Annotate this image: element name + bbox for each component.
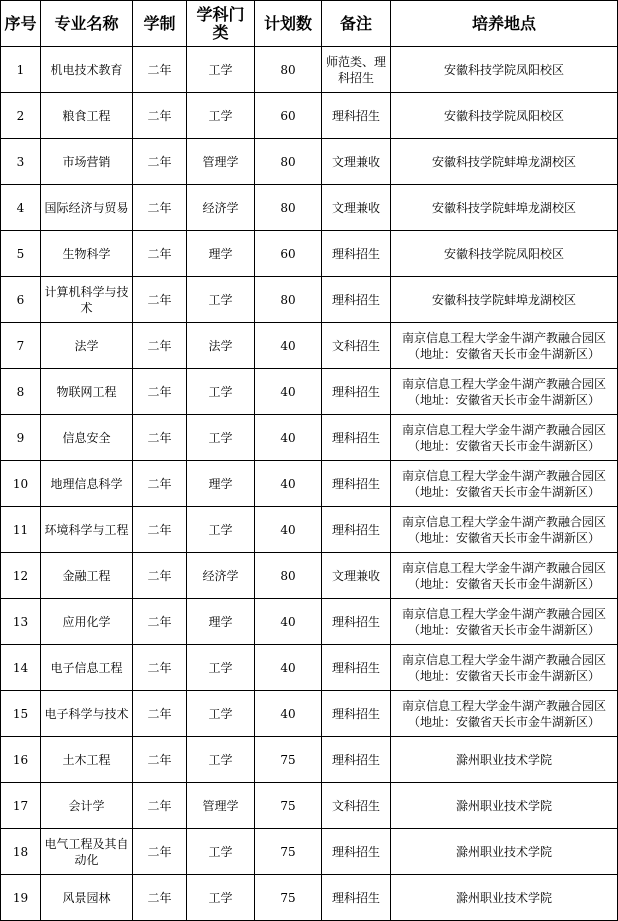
cell-years: 二年 bbox=[133, 461, 187, 507]
table-row bbox=[1, 783, 618, 829]
cell-major: 电子科学与技术 bbox=[41, 691, 133, 737]
cell-years: 二年 bbox=[133, 231, 187, 277]
cell-major: 物联网工程 bbox=[41, 369, 133, 415]
cell-location bbox=[391, 323, 618, 369]
cell-category: 管理学 bbox=[187, 139, 255, 185]
cell-category: 法学 bbox=[187, 323, 255, 369]
cell-serial: 14 bbox=[1, 645, 41, 691]
cell-note: 理科招生 bbox=[322, 415, 391, 461]
location-name: 安徽科技学院蚌埠龙湖校区 bbox=[431, 154, 576, 169]
location-name: 安徽科技学院凤阳校区 bbox=[443, 108, 564, 123]
cell-category: 工学 bbox=[187, 277, 255, 323]
cell-note: 文理兼收 bbox=[322, 553, 391, 599]
location-name: 南京信息工程大学金牛湖产教融合园区 bbox=[401, 560, 606, 575]
location-address: （地址：安徽省天长市金牛湖新区） bbox=[407, 438, 600, 453]
location-address: （地址：安徽省天长市金牛湖新区） bbox=[407, 714, 600, 729]
cell-serial: 15 bbox=[1, 691, 41, 737]
cell-plan: 80 bbox=[255, 47, 322, 93]
cell-years: 二年 bbox=[133, 323, 187, 369]
cell-major: 市场营销 bbox=[41, 139, 133, 185]
cell-note: 理科招生 bbox=[322, 691, 391, 737]
cell-years: 二年 bbox=[133, 645, 187, 691]
location-address: （地址：安徽省天长市金牛湖新区） bbox=[407, 392, 600, 407]
table-row bbox=[1, 369, 618, 415]
cell-plan: 40 bbox=[255, 645, 322, 691]
cell-years: 二年 bbox=[133, 737, 187, 783]
cell-major: 粮食工程 bbox=[41, 93, 133, 139]
cell-years: 二年 bbox=[133, 139, 187, 185]
cell-location bbox=[391, 47, 618, 93]
location-name: 滁州职业技术学院 bbox=[455, 890, 552, 905]
header-years: 学制 bbox=[133, 1, 187, 47]
cell-location bbox=[391, 691, 618, 737]
table-row bbox=[1, 93, 618, 139]
cell-category: 工学 bbox=[187, 645, 255, 691]
cell-years: 二年 bbox=[133, 369, 187, 415]
cell-plan: 40 bbox=[255, 461, 322, 507]
cell-category: 工学 bbox=[187, 415, 255, 461]
header-row bbox=[1, 1, 618, 47]
table-row bbox=[1, 415, 618, 461]
location-name: 南京信息工程大学金牛湖产教融合园区 bbox=[401, 514, 606, 529]
header-category: 学科门类 bbox=[187, 1, 255, 47]
table-row bbox=[1, 461, 618, 507]
location-name: 安徽科技学院凤阳校区 bbox=[443, 62, 564, 77]
table-row bbox=[1, 507, 618, 553]
cell-major: 土木工程 bbox=[41, 737, 133, 783]
location-name: 南京信息工程大学金牛湖产教融合园区 bbox=[401, 468, 606, 483]
cell-category: 理学 bbox=[187, 461, 255, 507]
cell-serial: 11 bbox=[1, 507, 41, 553]
table-row bbox=[1, 829, 618, 875]
cell-note: 理科招生 bbox=[322, 599, 391, 645]
location-name: 南京信息工程大学金牛湖产教融合园区 bbox=[401, 606, 606, 621]
table-row bbox=[1, 277, 618, 323]
table-row bbox=[1, 323, 618, 369]
cell-note: 理科招生 bbox=[322, 507, 391, 553]
cell-category: 理学 bbox=[187, 599, 255, 645]
cell-serial: 8 bbox=[1, 369, 41, 415]
cell-location bbox=[391, 185, 618, 231]
cell-location bbox=[391, 783, 618, 829]
cell-years: 二年 bbox=[133, 691, 187, 737]
location-name: 南京信息工程大学金牛湖产教融合园区 bbox=[401, 376, 606, 391]
cell-category: 工学 bbox=[187, 507, 255, 553]
cell-location bbox=[391, 231, 618, 277]
cell-plan: 80 bbox=[255, 553, 322, 599]
table-row bbox=[1, 737, 618, 783]
cell-note: 理科招生 bbox=[322, 875, 391, 921]
cell-note: 理科招生 bbox=[322, 737, 391, 783]
table-row bbox=[1, 875, 618, 921]
cell-category: 工学 bbox=[187, 875, 255, 921]
location-name: 安徽科技学院蚌埠龙湖校区 bbox=[431, 292, 576, 307]
cell-category: 经济学 bbox=[187, 185, 255, 231]
cell-plan: 40 bbox=[255, 507, 322, 553]
table-body bbox=[1, 47, 618, 921]
cell-category: 工学 bbox=[187, 93, 255, 139]
cell-plan: 75 bbox=[255, 829, 322, 875]
cell-location bbox=[391, 507, 618, 553]
table-row bbox=[1, 47, 618, 93]
cell-category: 工学 bbox=[187, 369, 255, 415]
cell-major: 环境科学与工程 bbox=[41, 507, 133, 553]
cell-years: 二年 bbox=[133, 553, 187, 599]
cell-major: 电子信息工程 bbox=[41, 645, 133, 691]
cell-serial: 17 bbox=[1, 783, 41, 829]
cell-serial: 4 bbox=[1, 185, 41, 231]
location-address: （地址：安徽省天长市金牛湖新区） bbox=[407, 576, 600, 591]
cell-note: 文科招生 bbox=[322, 323, 391, 369]
location-name: 滁州职业技术学院 bbox=[455, 798, 552, 813]
cell-plan: 75 bbox=[255, 783, 322, 829]
cell-serial: 6 bbox=[1, 277, 41, 323]
location-name: 南京信息工程大学金牛湖产教融合园区 bbox=[401, 698, 606, 713]
location-name: 滁州职业技术学院 bbox=[455, 752, 552, 767]
location-name: 滁州职业技术学院 bbox=[455, 844, 552, 859]
cell-serial: 7 bbox=[1, 323, 41, 369]
cell-major: 金融工程 bbox=[41, 553, 133, 599]
cell-category: 工学 bbox=[187, 691, 255, 737]
cell-category: 管理学 bbox=[187, 783, 255, 829]
cell-major: 法学 bbox=[41, 323, 133, 369]
cell-category: 经济学 bbox=[187, 553, 255, 599]
cell-years: 二年 bbox=[133, 185, 187, 231]
cell-years: 二年 bbox=[133, 829, 187, 875]
location-address: （地址：安徽省天长市金牛湖新区） bbox=[407, 668, 600, 683]
cell-major: 机电技术教育 bbox=[41, 47, 133, 93]
cell-plan: 40 bbox=[255, 599, 322, 645]
cell-plan: 60 bbox=[255, 231, 322, 277]
cell-category: 工学 bbox=[187, 47, 255, 93]
cell-major: 地理信息科学 bbox=[41, 461, 133, 507]
cell-location bbox=[391, 599, 618, 645]
cell-plan: 80 bbox=[255, 185, 322, 231]
cell-serial: 10 bbox=[1, 461, 41, 507]
cell-plan: 75 bbox=[255, 875, 322, 921]
cell-note: 理科招生 bbox=[322, 645, 391, 691]
table-row bbox=[1, 553, 618, 599]
cell-note: 文理兼收 bbox=[322, 139, 391, 185]
cell-category: 工学 bbox=[187, 829, 255, 875]
header-major: 专业名称 bbox=[41, 1, 133, 47]
cell-major: 信息安全 bbox=[41, 415, 133, 461]
cell-category: 工学 bbox=[187, 737, 255, 783]
cell-serial: 13 bbox=[1, 599, 41, 645]
cell-years: 二年 bbox=[133, 599, 187, 645]
cell-plan: 80 bbox=[255, 139, 322, 185]
cell-location bbox=[391, 369, 618, 415]
cell-location bbox=[391, 415, 618, 461]
cell-years: 二年 bbox=[133, 783, 187, 829]
cell-category: 理学 bbox=[187, 231, 255, 277]
cell-location bbox=[391, 277, 618, 323]
table-row bbox=[1, 645, 618, 691]
cell-major: 国际经济与贸易 bbox=[41, 185, 133, 231]
location-address: （地址：安徽省天长市金牛湖新区） bbox=[407, 346, 600, 361]
cell-location bbox=[391, 829, 618, 875]
cell-major: 会计学 bbox=[41, 783, 133, 829]
cell-note: 理科招生 bbox=[322, 461, 391, 507]
header-location: 培养地点 bbox=[391, 1, 618, 47]
cell-location bbox=[391, 461, 618, 507]
location-name: 安徽科技学院蚌埠龙湖校区 bbox=[431, 200, 576, 215]
cell-years: 二年 bbox=[133, 93, 187, 139]
cell-years: 二年 bbox=[133, 415, 187, 461]
location-address: （地址：安徽省天长市金牛湖新区） bbox=[407, 622, 600, 637]
cell-location bbox=[391, 737, 618, 783]
cell-serial: 19 bbox=[1, 875, 41, 921]
cell-plan: 60 bbox=[255, 93, 322, 139]
cell-note: 理科招生 bbox=[322, 93, 391, 139]
cell-plan: 40 bbox=[255, 415, 322, 461]
cell-major: 计算机科学与技术 bbox=[41, 277, 133, 323]
cell-location bbox=[391, 93, 618, 139]
header-serial: 序号 bbox=[1, 1, 41, 47]
table-row bbox=[1, 139, 618, 185]
cell-serial: 5 bbox=[1, 231, 41, 277]
cell-location bbox=[391, 139, 618, 185]
cell-note: 师范类、理科招生 bbox=[322, 47, 391, 93]
location-address: （地址：安徽省天长市金牛湖新区） bbox=[407, 530, 600, 545]
table-row bbox=[1, 599, 618, 645]
cell-note: 理科招生 bbox=[322, 829, 391, 875]
location-name: 南京信息工程大学金牛湖产教融合园区 bbox=[401, 422, 606, 437]
cell-note: 理科招生 bbox=[322, 277, 391, 323]
cell-years: 二年 bbox=[133, 277, 187, 323]
location-address: （地址：安徽省天长市金牛湖新区） bbox=[407, 484, 600, 499]
cell-serial: 2 bbox=[1, 93, 41, 139]
cell-plan: 75 bbox=[255, 737, 322, 783]
cell-plan: 40 bbox=[255, 323, 322, 369]
cell-note: 理科招生 bbox=[322, 231, 391, 277]
cell-note: 理科招生 bbox=[322, 369, 391, 415]
header-plan: 计划数 bbox=[255, 1, 322, 47]
cell-years: 二年 bbox=[133, 507, 187, 553]
cell-major: 应用化学 bbox=[41, 599, 133, 645]
cell-note: 文科招生 bbox=[322, 783, 391, 829]
cell-serial: 12 bbox=[1, 553, 41, 599]
cell-location bbox=[391, 875, 618, 921]
cell-serial: 18 bbox=[1, 829, 41, 875]
cell-major: 生物科学 bbox=[41, 231, 133, 277]
cell-serial: 3 bbox=[1, 139, 41, 185]
cell-location bbox=[391, 645, 618, 691]
table-row bbox=[1, 231, 618, 277]
cell-plan: 40 bbox=[255, 369, 322, 415]
header-note: 备注 bbox=[322, 1, 391, 47]
table-row bbox=[1, 691, 618, 737]
cell-serial: 16 bbox=[1, 737, 41, 783]
cell-serial: 9 bbox=[1, 415, 41, 461]
cell-plan: 80 bbox=[255, 277, 322, 323]
cell-major: 电气工程及其自动化 bbox=[41, 829, 133, 875]
location-name: 安徽科技学院凤阳校区 bbox=[443, 246, 564, 261]
location-name: 南京信息工程大学金牛湖产教融合园区 bbox=[401, 652, 606, 667]
cell-years: 二年 bbox=[133, 875, 187, 921]
cell-years: 二年 bbox=[133, 47, 187, 93]
cell-major: 风景园林 bbox=[41, 875, 133, 921]
location-name: 南京信息工程大学金牛湖产教融合园区 bbox=[401, 330, 606, 345]
cell-plan: 40 bbox=[255, 691, 322, 737]
cell-note: 文理兼收 bbox=[322, 185, 391, 231]
table-row bbox=[1, 185, 618, 231]
cell-serial: 1 bbox=[1, 47, 41, 93]
cell-location bbox=[391, 553, 618, 599]
